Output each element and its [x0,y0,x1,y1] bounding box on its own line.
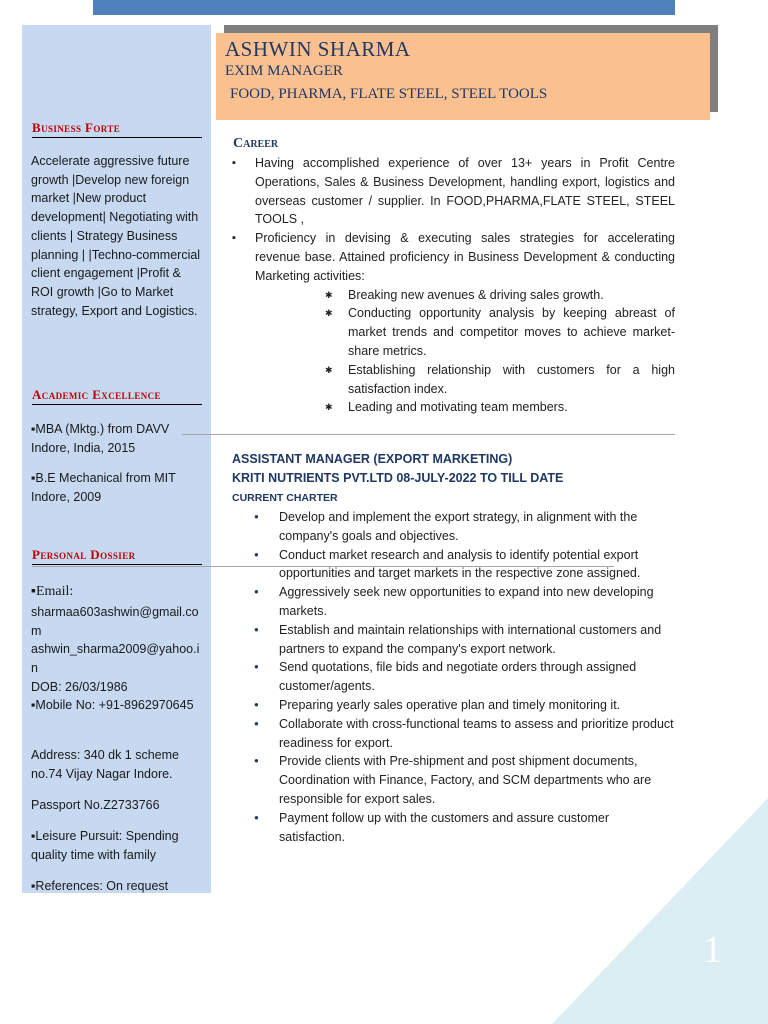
divider-line [182,434,675,435]
business-forte-heading: Business Forte [32,120,202,138]
career-item: ▪ Having accomplished experience of over 13+ years in Profit Centre Operations, Sales & Business Development, handling export, logistics and overseas customer / supplier. In FOOD,PHARMA,FLATE STEEL, STEEL TOOLS , [232,154,675,229]
business-forte-text: Accelerate aggressive future growth |Develop new foreign market |New product development| Negotiating with clients | Strategy Business planning | |Techno-commercial client engagement |Profit & ROI growth |Go to Market strategy, Export and Logistics. [31,154,201,318]
email-value: sharmaa603ashwin@gmail.com [31,605,199,638]
job-company: KRITI NUTRIENTS PVT.LTD 08-JULY-2022 TO TILL DATE [232,471,564,485]
top-color-bar [93,0,675,15]
email-label: ▪Email: [31,584,74,599]
career-sub-item: ✱ Conducting opportunity analysis by keeping abreast of market trends and competitor moves to achieve market-share metrics. [325,304,675,360]
mobile: ▪Mobile No: +91-8962970645 [31,698,194,712]
leisure-pursuit: ▪Leisure Pursuit: Spending quality time with family [31,829,179,862]
career-sub-item: ✱ Breaking new avenues & driving sales growth. [325,286,675,305]
header-box [216,33,710,120]
candidate-name: ASHWIN SHARMA [225,37,411,61]
academic-heading: Academic Excellence [32,387,202,405]
candidate-domains: FOOD, PHARMA, FLATE STEEL, STEEL TOOLS [230,86,548,102]
job-title: ASSISTANT MANAGER (EXPORT MARKETING) [232,452,513,466]
job-duties-list [254,508,674,846]
career-sub-item: ✱ Establishing relationship with customers for a high satisfaction index. [325,361,675,399]
academic-item: ▪B.E Mechanical from MIT Indore, 2009 [31,471,176,504]
job-duty: ● Aggressively seek new opportunities to expand into new developing markets. [254,583,674,621]
references: ▪References: On request [31,879,169,893]
personal-dossier-heading: Personal Dossier [32,547,202,565]
career-item: ▪ Proficiency in devising & executing sales strategies for accelerating revenue base. Attained proficiency in Business Development & conducting Marketing activities: ✱ Breaking new avenues & driving sales growth. ✱ Conducting opportunity analysis by keeping abreast of market trends and competitor moves to achieve market-share metrics. ✱ Establishing relationship with customers for a high satisfaction index. ✱ Leading and motivating team members. [232,229,675,417]
job-duty: ● Conduct market research and analysis to identify potential export opportunities and target markets in the respective zone assigned. [254,546,674,584]
candidate-role: EXIM MANAGER [225,63,343,79]
job-duty: ● Send quotations, file bids and negotiate orders through assigned customer/agents. [254,658,674,696]
job-duty: ● Collaborate with cross-functional teams to assess and prioritize product readiness for export. [254,715,674,753]
career-heading: Career [233,136,279,151]
job-duty: ● Establish and maintain relationships with international customers and partners to expand the company's export network. [254,621,674,659]
job-duty: ● Provide clients with Pre-shipment and post shipment documents, Coordination with Finance, Factory, and SCM departments who are responsible for export sales. [254,752,674,808]
current-charter-label: CURRENT CHARTER [232,492,338,504]
job-duty: ● Preparing yearly sales operative plan and timely monitoring it. [254,696,674,715]
divider-line [32,566,614,567]
dob: DOB: 26/03/1986 [31,680,128,694]
career-sub-item: ✱ Leading and motivating team members. [325,398,675,417]
job-duty: ● Payment follow up with the customers and assure customer satisfaction. [254,809,674,847]
page-number: 1 [703,929,722,971]
address: Address: 340 dk 1 scheme no.74 Vijay Nagar Indore. [31,748,179,781]
academic-item: ▪MBA (Mktg.) from DAVV Indore, India, 2015 [31,422,170,455]
passport: Passport No.Z2733766 [31,798,160,812]
career-sub-list [255,286,675,418]
career-list [232,154,675,417]
job-duty: ● Develop and implement the export strategy, in alignment with the company's goals and objectives. [254,508,674,546]
email-value: ashwin_sharma2009@yahoo.in [31,642,200,675]
